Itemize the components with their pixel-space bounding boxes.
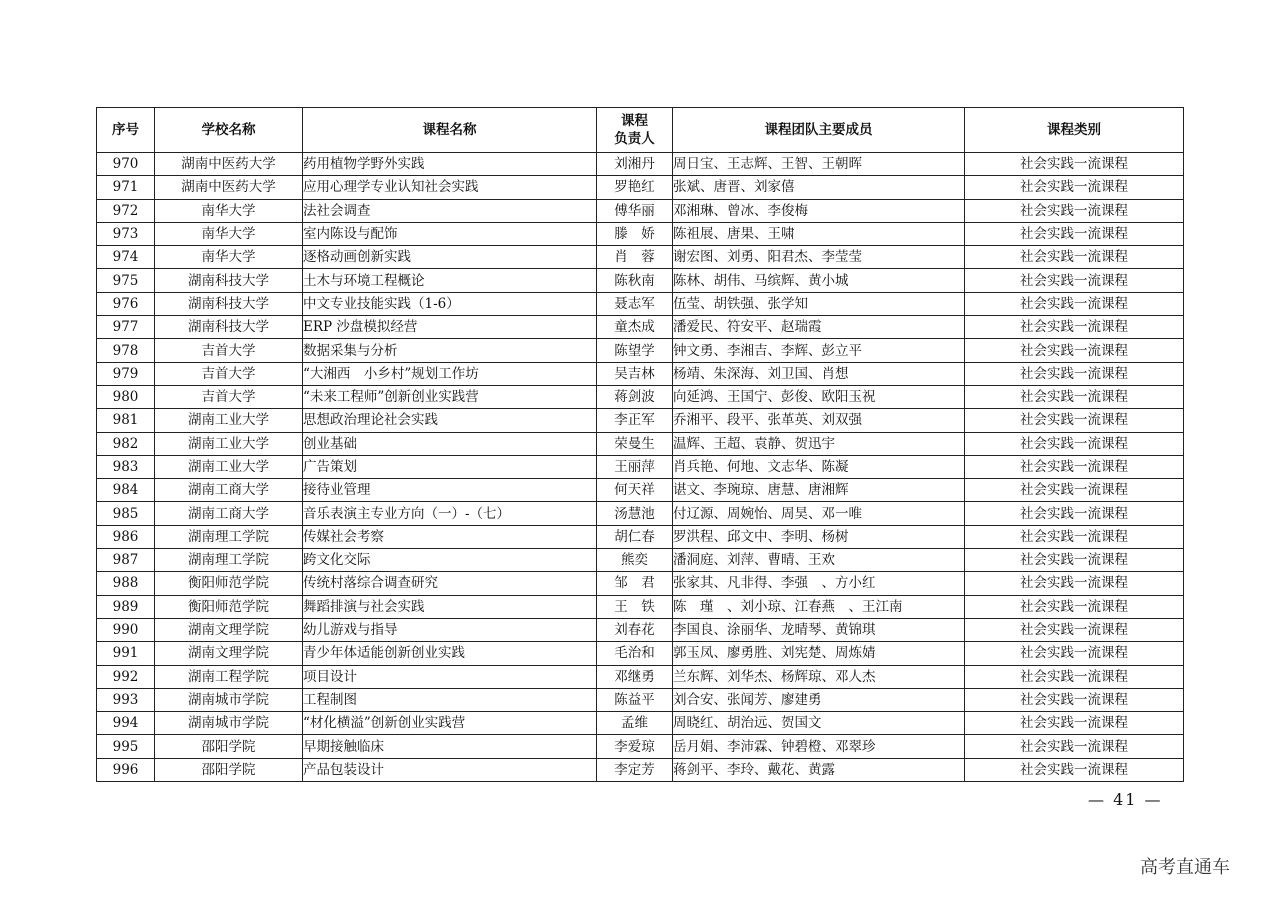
watermark-text: 高考直通车 (1140, 857, 1230, 878)
team-members: 蒋剑平、李玲、戴花、黄露 (673, 758, 965, 781)
table-row (97, 549, 1184, 572)
course-type: 社会实践一流课程 (965, 618, 1184, 641)
row-number: 986 (97, 525, 155, 548)
school-name: 衡阳师范学院 (155, 572, 303, 595)
course-name: 传媒社会考察 (303, 525, 597, 548)
course-type: 社会实践一流课程 (965, 665, 1184, 688)
school-name: 吉首大学 (155, 339, 303, 362)
school-name: 湖南科技大学 (155, 269, 303, 292)
course-name: 法社会调查 (303, 199, 597, 222)
row-number: 973 (97, 222, 155, 245)
course-type: 社会实践一流课程 (965, 595, 1184, 618)
school-name: 吉首大学 (155, 362, 303, 385)
table-row (97, 222, 1184, 245)
course-type: 社会实践一流课程 (965, 455, 1184, 478)
table-row (97, 269, 1184, 292)
row-number: 976 (97, 292, 155, 315)
row-number: 984 (97, 479, 155, 502)
course-type: 社会实践一流课程 (965, 712, 1184, 735)
course-lead: 李正军 (597, 409, 673, 432)
course-lead: 陈望学 (597, 339, 673, 362)
course-name: 广告策划 (303, 455, 597, 478)
course-type: 社会实践一流课程 (965, 758, 1184, 781)
course-name: 青少年体适能创新创业实践 (303, 642, 597, 665)
course-lead: 熊奕 (597, 549, 673, 572)
course-lead: 荣曼生 (597, 432, 673, 455)
school-name: 衡阳师范学院 (155, 595, 303, 618)
team-members: 罗洪程、邱文中、李明、杨树 (673, 525, 965, 548)
course-lead: 李定芳 (597, 758, 673, 781)
course-name: “大湘西 小乡村”规划工作坊 (303, 362, 597, 385)
school-name: 邵阳学院 (155, 735, 303, 758)
course-lead: 蒋剑波 (597, 385, 673, 408)
course-name: “未来工程师”创新创业实践营 (303, 385, 597, 408)
course-name: 创业基础 (303, 432, 597, 455)
row-number: 971 (97, 176, 155, 199)
header-team: 课程团队主要成员 (673, 108, 965, 153)
school-name: 湖南中医药大学 (155, 153, 303, 176)
course-lead: 滕 娇 (597, 222, 673, 245)
table-row (97, 455, 1184, 478)
school-name: 吉首大学 (155, 385, 303, 408)
course-name: 应用心理学专业认知社会实践 (303, 176, 597, 199)
course-name: 产品包装设计 (303, 758, 597, 781)
table-row (97, 246, 1184, 269)
course-name: 思想政治理论社会实践 (303, 409, 597, 432)
table-row (97, 292, 1184, 315)
school-name: 湖南城市学院 (155, 712, 303, 735)
course-type: 社会实践一流课程 (965, 642, 1184, 665)
course-type: 社会实践一流课程 (965, 688, 1184, 711)
course-name: 跨文化交际 (303, 549, 597, 572)
row-number: 977 (97, 316, 155, 339)
school-name: 湖南工业大学 (155, 455, 303, 478)
row-number: 972 (97, 199, 155, 222)
course-name: 舞蹈排演与社会实践 (303, 595, 597, 618)
team-members: 钟文勇、李湘吉、李辉、彭立平 (673, 339, 965, 362)
course-lead: 陈益平 (597, 688, 673, 711)
course-name: 室内陈设与配饰 (303, 222, 597, 245)
team-members: 陈林、胡伟、马缤辉、黄小城 (673, 269, 965, 292)
team-members: 潘爱民、符安平、赵瑞霞 (673, 316, 965, 339)
row-number: 992 (97, 665, 155, 688)
course-type: 社会实践一流课程 (965, 339, 1184, 362)
course-type: 社会实践一流课程 (965, 246, 1184, 269)
course-type: 社会实践一流课程 (965, 502, 1184, 525)
course-lead: 邓继勇 (597, 665, 673, 688)
row-number: 995 (97, 735, 155, 758)
row-number: 996 (97, 758, 155, 781)
row-number: 989 (97, 595, 155, 618)
school-name: 湖南理工学院 (155, 525, 303, 548)
header-row (97, 108, 1184, 153)
row-number: 981 (97, 409, 155, 432)
table-row (97, 735, 1184, 758)
page-number: — 41 — (1088, 790, 1163, 809)
course-name: 药用植物学野外实践 (303, 153, 597, 176)
course-lead: 肖 蓉 (597, 246, 673, 269)
table-row (97, 362, 1184, 385)
course-name: ERP 沙盘模拟经营 (303, 316, 597, 339)
course-type: 社会实践一流课程 (965, 176, 1184, 199)
team-members: 杨靖、朱深海、刘卫国、肖想 (673, 362, 965, 385)
course-type: 社会实践一流课程 (965, 525, 1184, 548)
course-lead: 何天祥 (597, 479, 673, 502)
school-name: 南华大学 (155, 199, 303, 222)
team-members: 刘合安、张闻芳、廖建勇 (673, 688, 965, 711)
team-members: 陈祖展、唐果、王啸 (673, 222, 965, 245)
course-lead: 胡仁春 (597, 525, 673, 548)
team-members: 付辽源、周婉怡、周昊、邓一唯 (673, 502, 965, 525)
table-row (97, 339, 1184, 362)
course-type: 社会实践一流课程 (965, 269, 1184, 292)
row-number: 980 (97, 385, 155, 408)
row-number: 988 (97, 572, 155, 595)
course-lead: 邹 君 (597, 572, 673, 595)
school-name: 湖南工商大学 (155, 502, 303, 525)
course-name: “材化横溢”创新创业实践营 (303, 712, 597, 735)
team-members: 张斌、唐晋、刘家僖 (673, 176, 965, 199)
table-row (97, 502, 1184, 525)
school-name: 湖南工业大学 (155, 409, 303, 432)
course-name: 接待业管理 (303, 479, 597, 502)
table-row (97, 316, 1184, 339)
table-row (97, 572, 1184, 595)
team-members: 兰东辉、刘华杰、杨辉琼、邓人杰 (673, 665, 965, 688)
school-name: 湖南工商大学 (155, 479, 303, 502)
team-members: 温辉、王超、袁静、贺迅宇 (673, 432, 965, 455)
table-row (97, 618, 1184, 641)
course-lead: 李爱琼 (597, 735, 673, 758)
course-lead: 刘湘丹 (597, 153, 673, 176)
school-name: 湖南科技大学 (155, 316, 303, 339)
table-row (97, 688, 1184, 711)
table-row (97, 432, 1184, 455)
course-name: 传统村落综合调查研究 (303, 572, 597, 595)
table-row (97, 642, 1184, 665)
course-lead: 罗艳红 (597, 176, 673, 199)
team-members: 陈 瑾 、刘小琼、江春燕 、王江南 (673, 595, 965, 618)
header-course: 课程名称 (303, 108, 597, 153)
school-name: 湖南科技大学 (155, 292, 303, 315)
course-lead: 王 铁 (597, 595, 673, 618)
team-members: 周晓红、胡治远、贺国文 (673, 712, 965, 735)
school-name: 湖南文理学院 (155, 618, 303, 641)
course-name: 幼儿游戏与指导 (303, 618, 597, 641)
course-lead: 毛治和 (597, 642, 673, 665)
course-lead: 傅华丽 (597, 199, 673, 222)
course-type: 社会实践一流课程 (965, 735, 1184, 758)
header-no: 序号 (97, 108, 155, 153)
course-name: 早期接触临床 (303, 735, 597, 758)
course-type: 社会实践一流课程 (965, 409, 1184, 432)
team-members: 潘洞庭、刘萍、曹晴、王欢 (673, 549, 965, 572)
course-type: 社会实践一流课程 (965, 153, 1184, 176)
course-lead: 陈秋南 (597, 269, 673, 292)
course-lead: 吴吉林 (597, 362, 673, 385)
course-name: 项目设计 (303, 665, 597, 688)
course-type: 社会实践一流课程 (965, 479, 1184, 502)
course-lead: 王丽萍 (597, 455, 673, 478)
school-name: 湖南工程学院 (155, 665, 303, 688)
school-name: 邵阳学院 (155, 758, 303, 781)
header-type: 课程类别 (965, 108, 1184, 153)
team-members: 肖兵艳、何地、文志华、陈凝 (673, 455, 965, 478)
table-row (97, 479, 1184, 502)
table-row (97, 409, 1184, 432)
team-members: 伍莹、胡铁强、张学知 (673, 292, 965, 315)
table-row (97, 153, 1184, 176)
team-members: 郭玉凤、廖勇胜、刘宪楚、周炼婧 (673, 642, 965, 665)
course-name: 土木与环境工程概论 (303, 269, 597, 292)
table-row (97, 758, 1184, 781)
course-name: 工程制图 (303, 688, 597, 711)
row-number: 990 (97, 618, 155, 641)
course-lead: 汤慧池 (597, 502, 673, 525)
school-name: 湖南中医药大学 (155, 176, 303, 199)
course-type: 社会实践一流课程 (965, 222, 1184, 245)
school-name: 南华大学 (155, 222, 303, 245)
row-number: 987 (97, 549, 155, 572)
row-number: 983 (97, 455, 155, 478)
course-lead: 刘春花 (597, 618, 673, 641)
table-row (97, 525, 1184, 548)
school-name: 湖南文理学院 (155, 642, 303, 665)
row-number: 978 (97, 339, 155, 362)
table-row (97, 385, 1184, 408)
table-row (97, 199, 1184, 222)
course-type: 社会实践一流课程 (965, 316, 1184, 339)
header-lead-line1: 课程 (621, 113, 648, 129)
course-type: 社会实践一流课程 (965, 549, 1184, 572)
school-name: 湖南城市学院 (155, 688, 303, 711)
row-number: 985 (97, 502, 155, 525)
team-members: 谢宏图、刘勇、阳君杰、李莹莹 (673, 246, 965, 269)
course-table (96, 107, 1184, 782)
team-members: 邓湘琳、曾冰、李俊梅 (673, 199, 965, 222)
course-lead: 童杰成 (597, 316, 673, 339)
header-lead (597, 108, 673, 153)
team-members: 岳月娟、李沛霖、钟碧橙、邓翠珍 (673, 735, 965, 758)
header-lead-line2: 负责人 (614, 131, 655, 147)
row-number: 991 (97, 642, 155, 665)
row-number: 974 (97, 246, 155, 269)
row-number: 979 (97, 362, 155, 385)
course-type: 社会实践一流课程 (965, 572, 1184, 595)
school-name: 南华大学 (155, 246, 303, 269)
course-type: 社会实践一流课程 (965, 362, 1184, 385)
course-type: 社会实践一流课程 (965, 199, 1184, 222)
course-type: 社会实践一流课程 (965, 385, 1184, 408)
team-members: 周日宝、王志辉、王智、王朝晖 (673, 153, 965, 176)
row-number: 993 (97, 688, 155, 711)
table-row (97, 595, 1184, 618)
course-name: 数据采集与分析 (303, 339, 597, 362)
team-members: 向延鸿、王国宁、彭俊、欧阳玉祝 (673, 385, 965, 408)
course-lead: 孟维 (597, 712, 673, 735)
row-number: 994 (97, 712, 155, 735)
table-row (97, 176, 1184, 199)
course-type: 社会实践一流课程 (965, 432, 1184, 455)
school-name: 湖南工业大学 (155, 432, 303, 455)
team-members: 李国良、涂丽华、龙晴琴、黄锦琪 (673, 618, 965, 641)
header-school: 学校名称 (155, 108, 303, 153)
row-number: 975 (97, 269, 155, 292)
row-number: 982 (97, 432, 155, 455)
table-row (97, 665, 1184, 688)
table-row (97, 712, 1184, 735)
team-members: 乔湘平、段平、张革英、刘双强 (673, 409, 965, 432)
school-name: 湖南理工学院 (155, 549, 303, 572)
team-members: 谌文、李琬琼、唐慧、唐湘辉 (673, 479, 965, 502)
course-name: 音乐表演主专业方向（一）-（七） (303, 502, 597, 525)
team-members: 张家其、凡非得、李强 、方小红 (673, 572, 965, 595)
course-name: 中文专业技能实践（1-6） (303, 292, 597, 315)
course-type: 社会实践一流课程 (965, 292, 1184, 315)
course-lead: 聂志军 (597, 292, 673, 315)
course-name: 逐格动画创新实践 (303, 246, 597, 269)
row-number: 970 (97, 153, 155, 176)
